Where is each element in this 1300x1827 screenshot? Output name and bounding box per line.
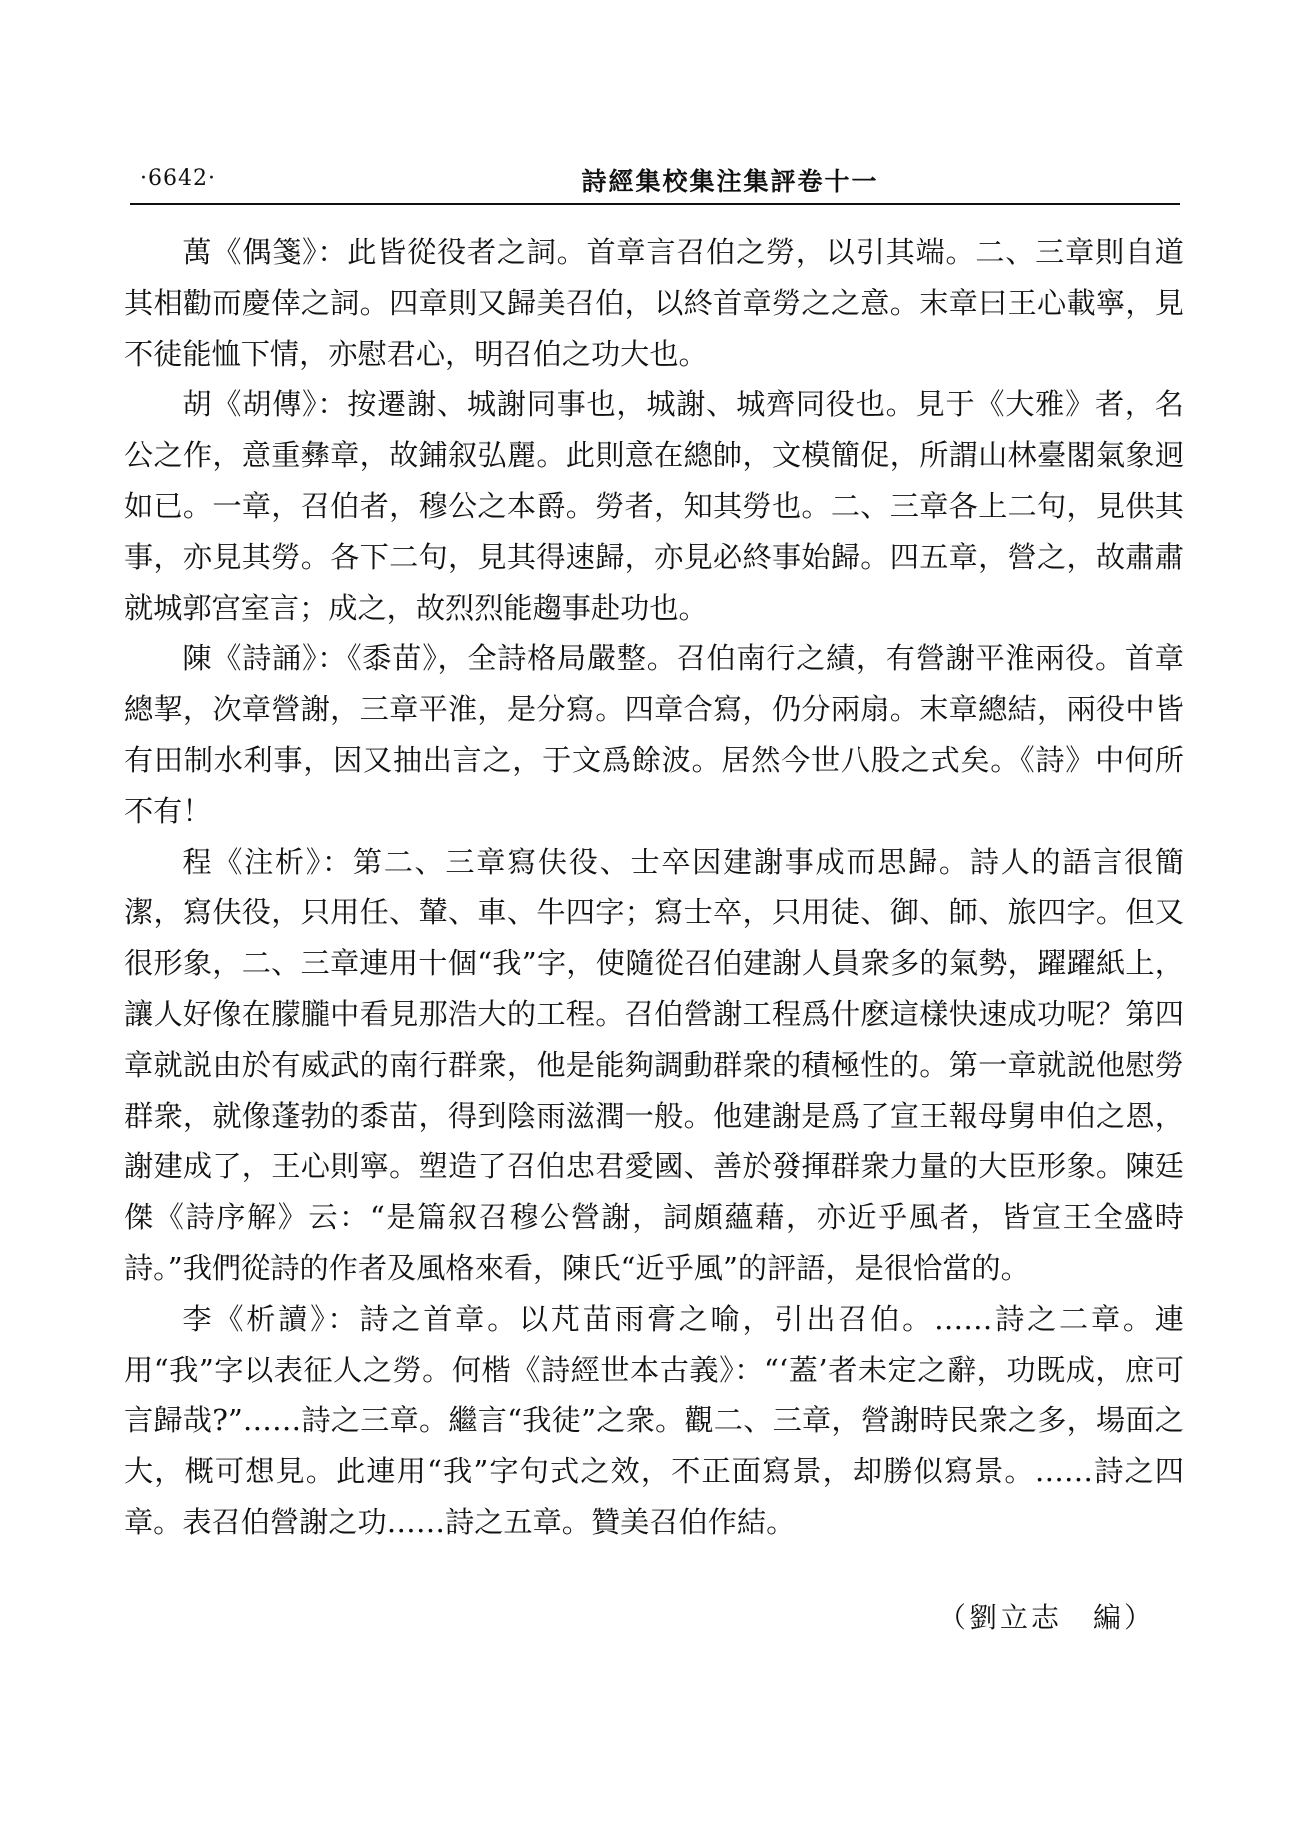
paragraph-chen-shisong: 陳《詩誦》：《黍苗》，全詩格局嚴整。召伯南行之績，有營謝平淮兩役。首章總挈，次章營謝，三章平淮，是分寫。四章合寫，仍分兩扇。末章總結，兩役中皆有田制水利事，因又抽出言之，于文爲餘波。居然今世八股之式矣。《詩》中何所不有！: [124, 641, 1184, 828]
body-text: [124, 227, 1184, 1548]
paragraph-wan-oujian: 萬《偶箋》：此皆從役者之詞。首章言召伯之勞，以引其端。二、三章則自道其相勸而慶倖之詞。四章則又歸美召伯，以終首章勞之之意。末章曰王心載寧，見不徒能恤下情，亦慰君心，明召伯之功大也。: [124, 235, 1184, 371]
paragraph-hu-huzhuan: 胡《胡傳》：按遷謝、城謝同事也，城謝、城齊同役也。見于《大雅》者，名公之作，意重彝章，故鋪叙弘麗。此則意在總帥，文模簡促，所謂山林臺閣氣象迥如已。一章，召伯者，穆公之本爵。勞者，知其勞也。二、三章各上二句，見供其事，亦見其勞。各下二句，見其得速歸，亦見必終事始歸。四五章，營之，故肅肅就城郭宫室言；成之，故烈烈能趨事赴功也。: [124, 387, 1184, 625]
editor-signature: （劉立志 編）: [938, 1601, 1156, 1634]
header-rule: [130, 203, 1180, 205]
paragraph-li-xidu: 李《析讀》：詩之首章。以芃苗雨膏之喻，引出召伯。……詩之二章。連用“我”字以表征人之勞。何楷《詩經世本古義》：“‘蓋’者未定之辭，功既成，庶可言歸哉?”……詩之三章。繼言“我徒”之衆。觀二、三章，營謝時民衆之多，場面之大，概可想見。此連用“我”字句式之效，不正面寫景，却勝似寫景。……詩之四章。表召伯營謝之功……詩之五章。贊美召伯作結。: [124, 1301, 1184, 1539]
paragraph-cheng-zhuxi: 程《注析》：第二、三章寫伕役、士卒因建謝事成而思歸。詩人的語言很簡潔，寫伕役，只用任、輦、車、牛四字；寫士卒，只用徒、御、師、旅四字。但又很形象，二、三章連用十個“我”字，使隨從召伯建謝人員衆多的氣勢，躍躍紙上，讓人好像在朦朧中看見那浩大的工程。召伯營謝工程爲什麽這樣快速成功呢？第四章就説由於有威武的南行群衆，他是能夠調動群衆的積極性的。第一章就説他慰勞群衆，就像蓬勃的黍苗，得到陰雨滋潤一般。他建謝是爲了宣王報母舅申伯之恩，謝建成了，王心則寧。塑造了召伯忠君愛國、善於發揮群衆力量的大臣形象。陳廷傑《詩序解》云：“是篇叙召穆公營謝，詞頗蘊藉，亦近乎風者，皆宣王全盛時詩。”我們從詩的作者及風格來看，陳氏“近乎風”的評語，是很恰當的。: [124, 844, 1184, 1285]
running-title: 詩經集校集注集評卷十一: [581, 167, 879, 196]
page-number: ·6642·: [140, 166, 216, 191]
page-header: [130, 160, 1180, 200]
